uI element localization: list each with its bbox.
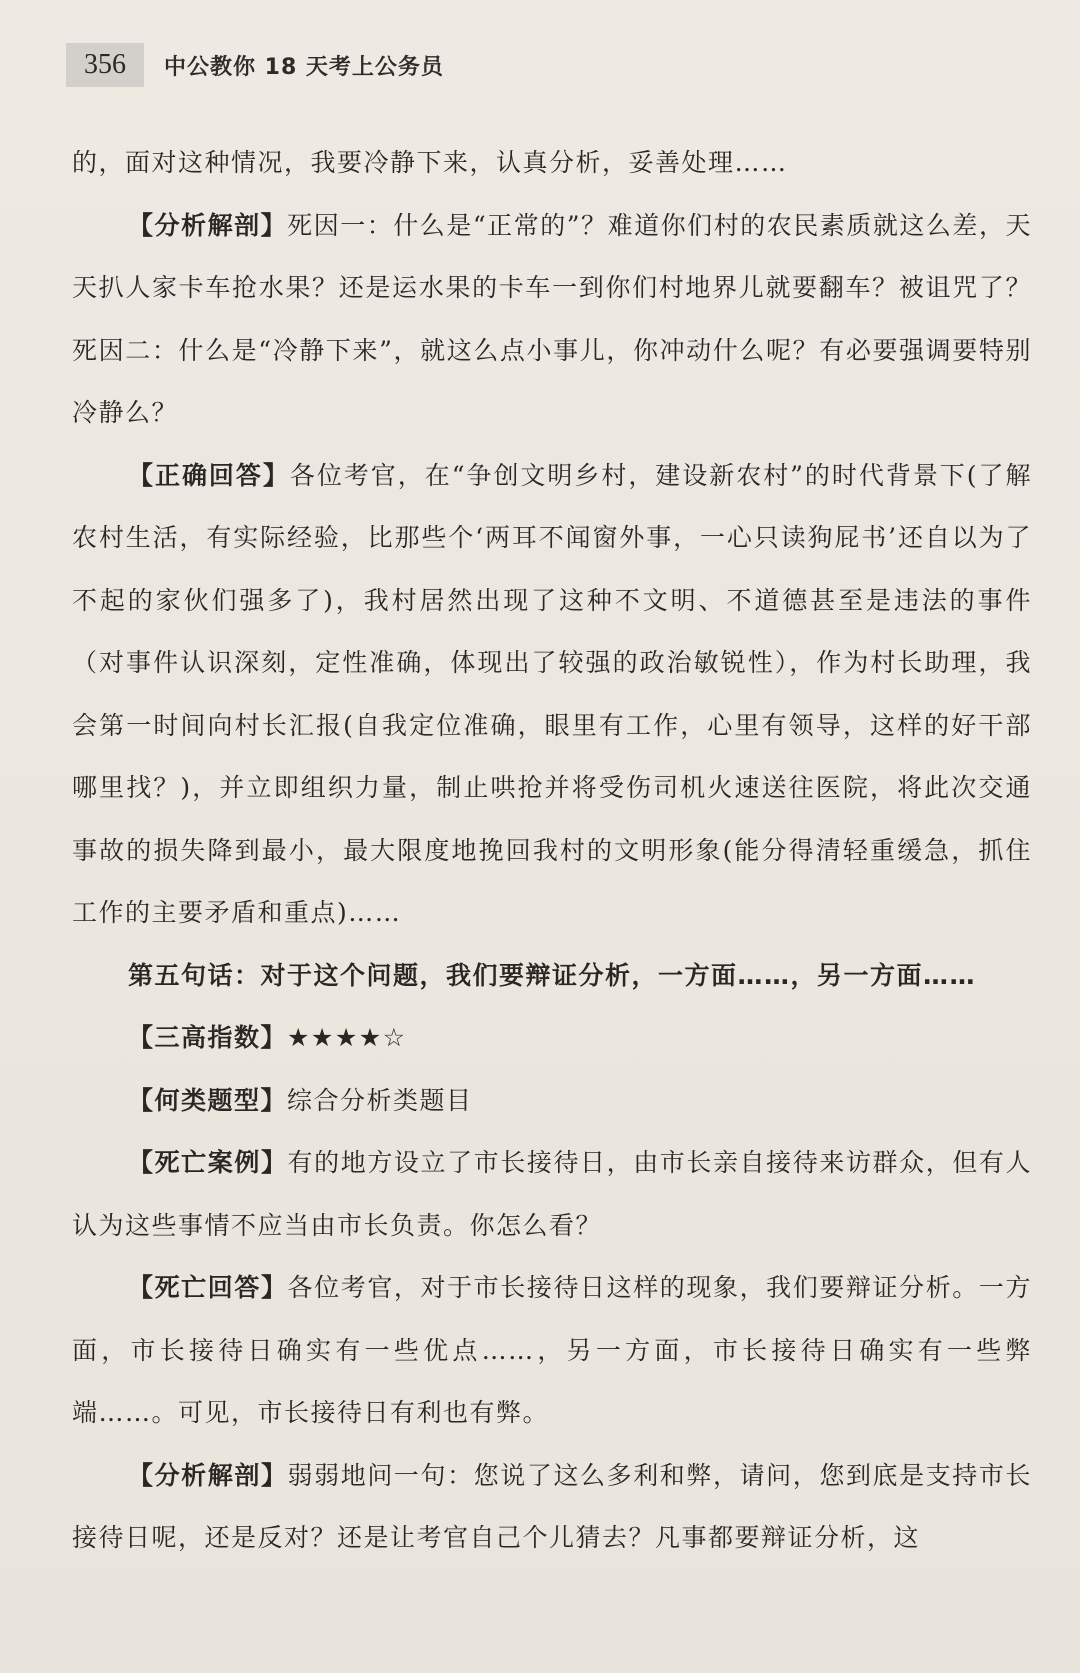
paragraph-text: 综合分析类题目 [287, 1085, 473, 1115]
paragraph-continuation [72, 132, 1032, 195]
star-rating: ★★★★☆ [287, 1023, 407, 1052]
section-tag: 【何类题型】 [128, 1085, 288, 1115]
paragraph-correct-answer [72, 445, 1032, 945]
page-number: 356 [66, 43, 144, 87]
section-heading [72, 945, 1032, 1008]
section-tag: 【死亡案例】 [128, 1148, 288, 1177]
paragraph-text: 有的地方设立了市长接待日，由市长亲自接待来访群众，但有人认为这些事情不应当由市长负责。你怎么看？ [72, 1148, 1032, 1240]
paragraph-rating [72, 1007, 1032, 1070]
section-tag: 【分析解剖】 [128, 1460, 288, 1490]
paragraph-failed-answer [72, 1257, 1032, 1445]
heading-text: 第五句话：对于这个问题，我们要辩证分析，一方面……，另一方面…… [128, 960, 977, 990]
section-tag: 【分析解剖】 [128, 210, 288, 240]
paragraph-failed-case [72, 1132, 1032, 1257]
paragraph-text: 的，面对这种情况，我要冷静下来，认真分析，妥善处理…… [72, 148, 788, 177]
section-tag: 【正确回答】 [128, 460, 290, 490]
paragraph-text: 弱弱地问一句：您说了这么多利和弊，请问，您到底是支持市长接待日呢，还是反对？还是让考官自己个儿猜去？凡事都要辩证分析，这 [72, 1460, 1032, 1552]
page-body [72, 132, 1032, 1570]
paragraph-analysis-2 [72, 1445, 1032, 1570]
paragraph-text: 各位考官，对于市长接待日这样的现象，我们要辩证分析。一方面，市长接待日确实有一些优点……，另一方面，市长接待日确实有一些弊端……。可见，市长接待日有利也有弊。 [72, 1273, 1032, 1427]
section-tag: 【三高指数】 [128, 1023, 288, 1052]
paragraph-text: 死因一：什么是“正常的”？难道你们村的农民素质就这么差，天天扒人家卡车抢水果？还是运水果的卡车一到你们村地界儿就要翻车？被诅咒了？死因二：什么是“冷静下来”，就这么点小事儿，你冲动什么呢？有必要强调要特别冷静么？ [72, 210, 1032, 427]
section-tag: 【死亡回答】 [128, 1273, 288, 1302]
paragraph-analysis-1 [72, 195, 1032, 445]
running-head [66, 42, 444, 88]
book-title: 中公教你 18 天考上公务员 [164, 54, 444, 80]
paragraph-question-type [72, 1070, 1032, 1133]
paragraph-text: 各位考官，在“争创文明乡村，建设新农村”的时代背景下(了解农村生活，有实际经验，比那些个‘两耳不闻窗外事，一心只读狗屁书’还自以为了不起的家伙们强多了)，我村居然出现了这种不文明、不道德甚至是违法的事件（对事件认识深刻，定性准确，体现出了较强的政治敏锐性），作为村长助理，我会第一时间向村长汇报(自我定位准确，眼里有工作，心里有领导，这样的好干部哪里找？)，并立即组织力量，制止哄抢并将受伤司机火速送往医院，将此次交通事故的损失降到最小，最大限度地挽回我村的文明形象(能分得清轻重缓急，抓住工作的主要矛盾和重点)…… [72, 460, 1032, 927]
